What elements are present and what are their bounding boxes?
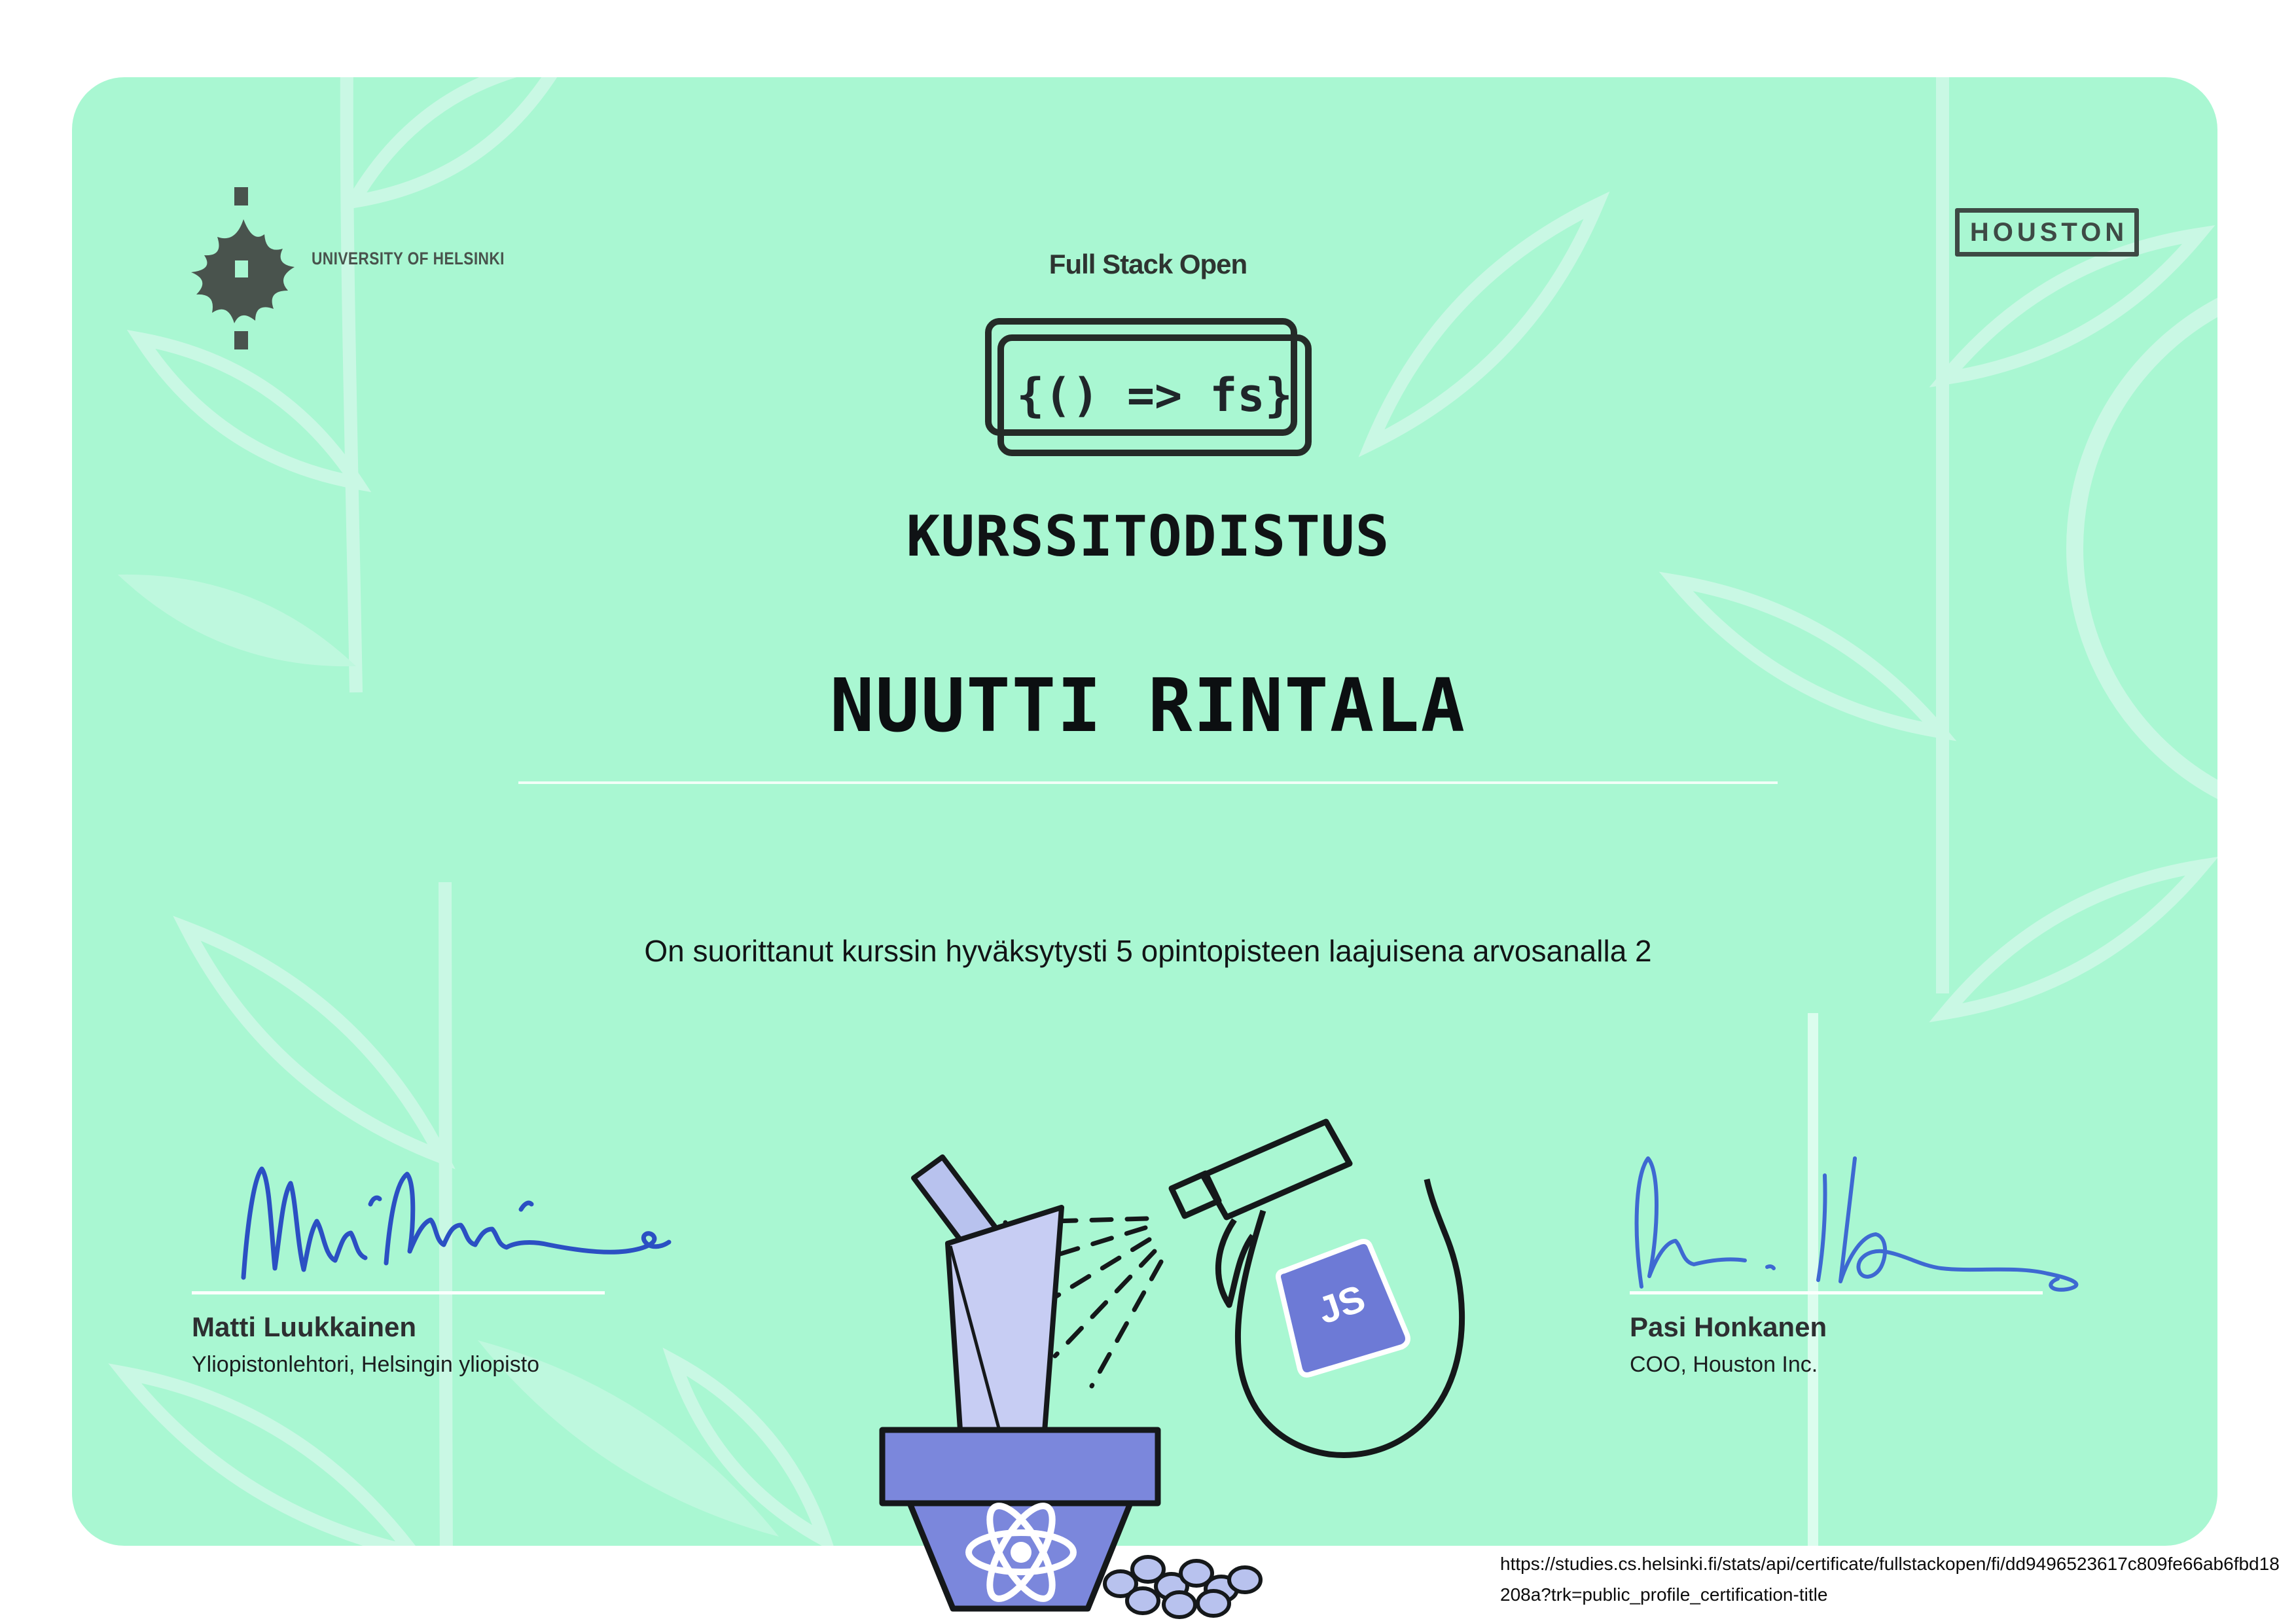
certificate-body-text: On suorittanut kurssin hyväksytysti 5 opintopisteen laajuisena arvosanalla 2	[644, 934, 1652, 968]
js-spray-bottle-icon	[1172, 1122, 1462, 1455]
program-name: Full Stack Open	[1049, 249, 1247, 279]
certificate-url: https://studies.cs.helsinki.fi/stats/api/certificate/fullstackopen/fi/dd9496523617c809fe66ab6fbd18208a?trk=public_profile_certification-title	[1500, 1554, 2280, 1605]
certificate-title: KURSSITODISTUS	[906, 504, 1390, 569]
signatory-left-title: Yliopistonlehtori, Helsingin yliopisto	[192, 1352, 540, 1377]
trowel-icon	[914, 1157, 1062, 1466]
signatory-right-title: COO, Houston Inc.	[1630, 1352, 1818, 1377]
signature-matti-icon	[243, 1169, 669, 1277]
seeds-icon	[1105, 1557, 1261, 1617]
fs-logo-code: {() => fs}	[1016, 368, 1293, 422]
university-label: UNIVERSITY OF HELSINKI	[312, 249, 505, 268]
signatory-right-name: Pasi Honkanen	[1630, 1311, 1827, 1342]
houston-label: HOUSTON	[1969, 217, 2128, 247]
js-label-text: JS	[1312, 1277, 1371, 1332]
signatory-left-name: Matti Luukkainen	[192, 1311, 417, 1342]
signature-pasi-icon	[1637, 1158, 2077, 1290]
recipient-name: NUUTTI RINTALA	[829, 664, 1466, 749]
